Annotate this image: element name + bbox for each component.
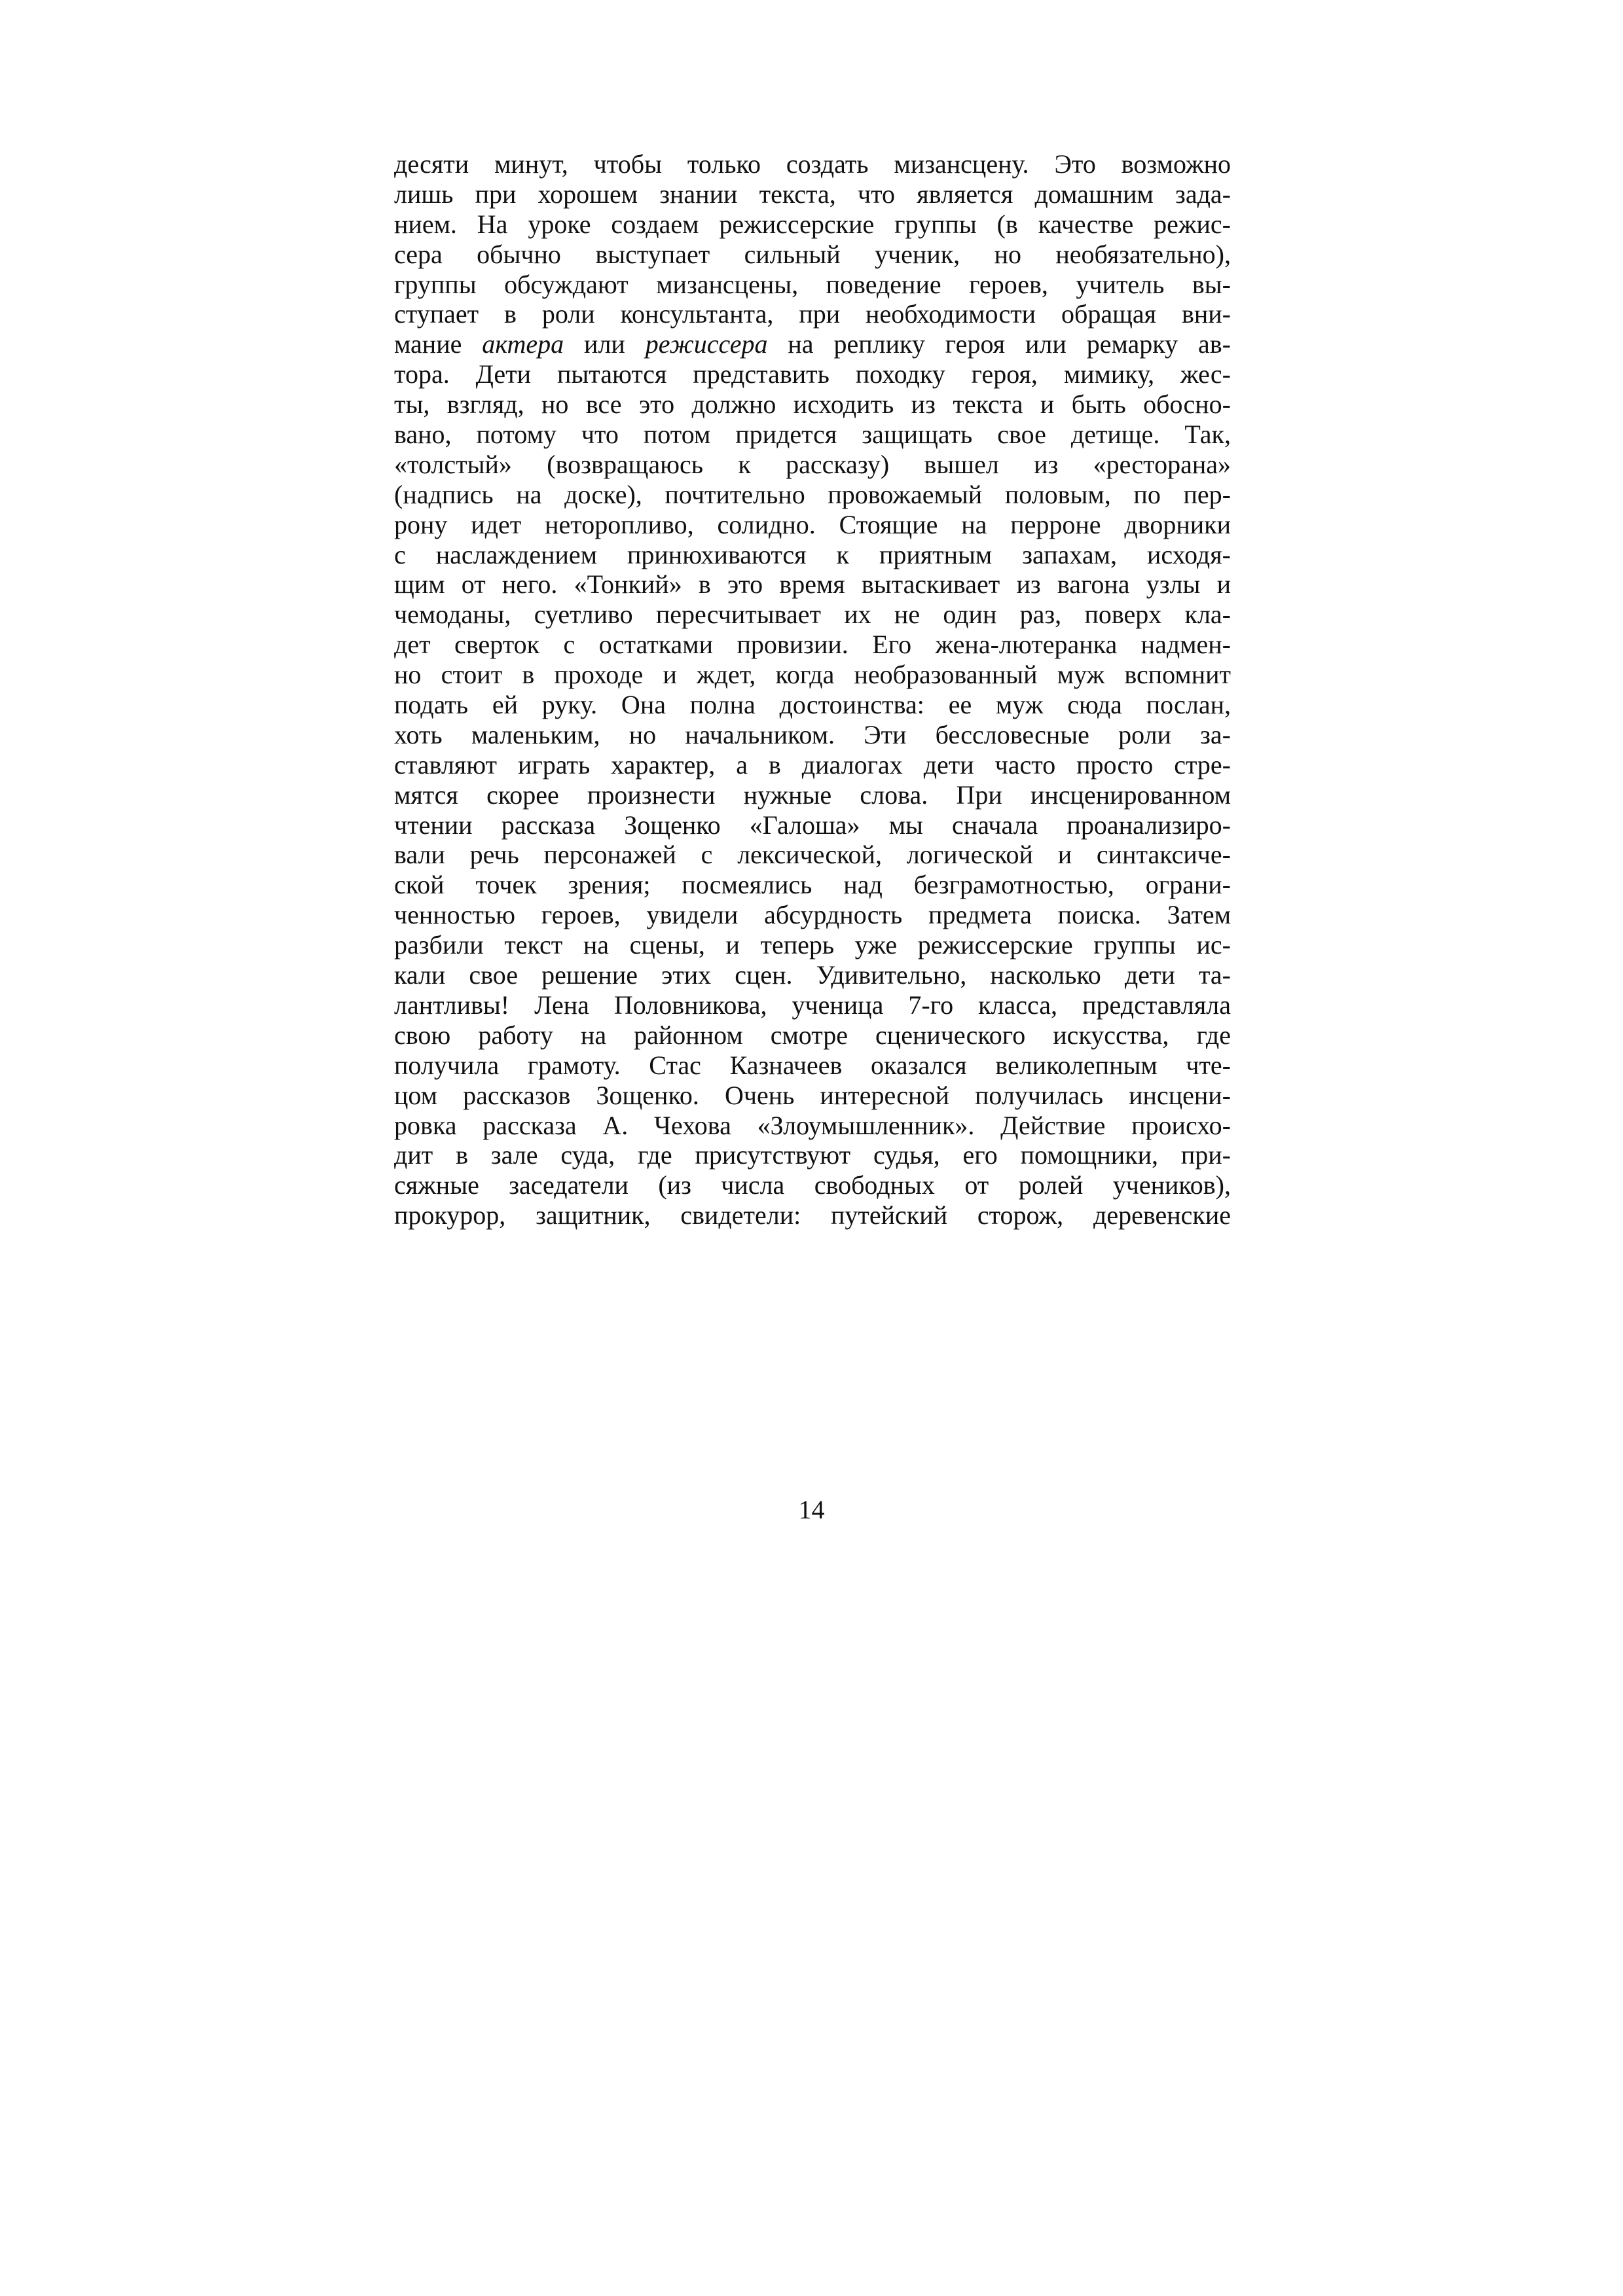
text-line: ты, взгляд, но все это должно исходить из текста и быть обосно- xyxy=(394,389,1231,420)
text-line: разбили текст на сцены, и теперь уже режиссерские группы ис- xyxy=(394,930,1231,960)
text-run: мание xyxy=(394,329,483,359)
text-line: ставляют играть характер, а в диалогах дети часто просто стре- xyxy=(394,749,1231,780)
text-line: дит в зале суда, где присутствуют судья, его помощники, при- xyxy=(394,1140,1231,1170)
text-line: но стоит в проходе и ждет, когда необразованный муж вспомнит xyxy=(394,660,1231,690)
text-line: нием. На уроке создаем режиссерские группы (в качестве режис- xyxy=(394,209,1231,239)
text-line: хоть маленьким, но начальником. Эти бессловесные роли за- xyxy=(394,719,1231,749)
text-line: подать ей руку. Она полна достоинства: ее муж сюда послан, xyxy=(394,690,1231,720)
text-line: чтении рассказа Зощенко «Галоша» мы сначала проанализиро- xyxy=(394,810,1231,840)
text-line: вано, потому что потом придется защищать свое детище. Так, xyxy=(394,420,1231,450)
text-run: на реплику героя или ремарку ав- xyxy=(767,329,1231,359)
text-line: ровка рассказа А. Чехова «Злоумышленник». Действие происхо- xyxy=(394,1110,1231,1140)
text-line: ской точек зрения; посмеялись над безграмотностью, ограни- xyxy=(394,870,1231,900)
text-line: лантливы! Лена Половникова, ученица 7-го класса, представляла xyxy=(394,990,1231,1020)
text-line: кали свое решение этих сцен. Удивительно, насколько дети та- xyxy=(394,960,1231,990)
text-line: лишь при хорошем знании текста, что является домашним зада- xyxy=(394,179,1231,209)
text-line: сяжные заседатели (из числа свободных от ролей учеников), xyxy=(394,1170,1231,1200)
italic-term-actor: актера xyxy=(482,329,564,359)
text-line: «толстый» (возвращаюсь к рассказу) вышел из «ресторана» xyxy=(394,449,1231,479)
text-line: десяти минут, чтобы только создать мизансцену. Это возможно xyxy=(394,149,1231,179)
text-line: (надпись на доске), почтительно провожаемый половым, по пер- xyxy=(394,479,1231,509)
text-line: свою работу на районном смотре сценического искусства, где xyxy=(394,1020,1231,1050)
body-text xyxy=(394,149,1231,1230)
text-line: группы обсуждают мизансцены, поведение героев, учитель вы- xyxy=(394,269,1231,299)
text-line: ченностью героев, увидели абсурдность предмета поиска. Затем xyxy=(394,900,1231,930)
text-line: получила грамоту. Стас Казначеев оказался великолепным чте- xyxy=(394,1050,1231,1080)
text-line: прокурор, защитник, свидетели: путейский сторож, деревенские xyxy=(394,1200,1231,1230)
text-line: чемоданы, суетливо пересчитывает их не один раз, поверх кла- xyxy=(394,600,1231,630)
italic-term-director: режиссера xyxy=(645,329,768,359)
text-line: с наслаждением принюхиваются к приятным запахам, исходя- xyxy=(394,539,1231,569)
text-line: сера обычно выступает сильный ученик, но необязательно), xyxy=(394,239,1231,269)
text-line: мятся скорее произнести нужные слова. При инсценированном xyxy=(394,780,1231,810)
text-line: ступает в роли консультанта, при необходимости обращая вни- xyxy=(394,299,1231,329)
text-line xyxy=(394,329,1231,359)
text-line: щим от него. «Тонкий» в это время вытаскивает из вагона узлы и xyxy=(394,569,1231,600)
page-number: 14 xyxy=(798,1495,825,1524)
text-line: цом рассказов Зощенко. Очень интересной получилась инсцени- xyxy=(394,1080,1231,1110)
text-line: дет сверток с остатками провизии. Его жена-лютеранка надмен- xyxy=(394,630,1231,660)
text-line: рону идет неторопливо, солидно. Стоящие на перроне дворники xyxy=(394,509,1231,539)
text-line: тора. Дети пытаются представить походку героя, мимику, жес- xyxy=(394,359,1231,389)
text-run: или xyxy=(564,329,646,359)
text-line: вали речь персонажей с лексической, логической и синтаксиче- xyxy=(394,840,1231,870)
